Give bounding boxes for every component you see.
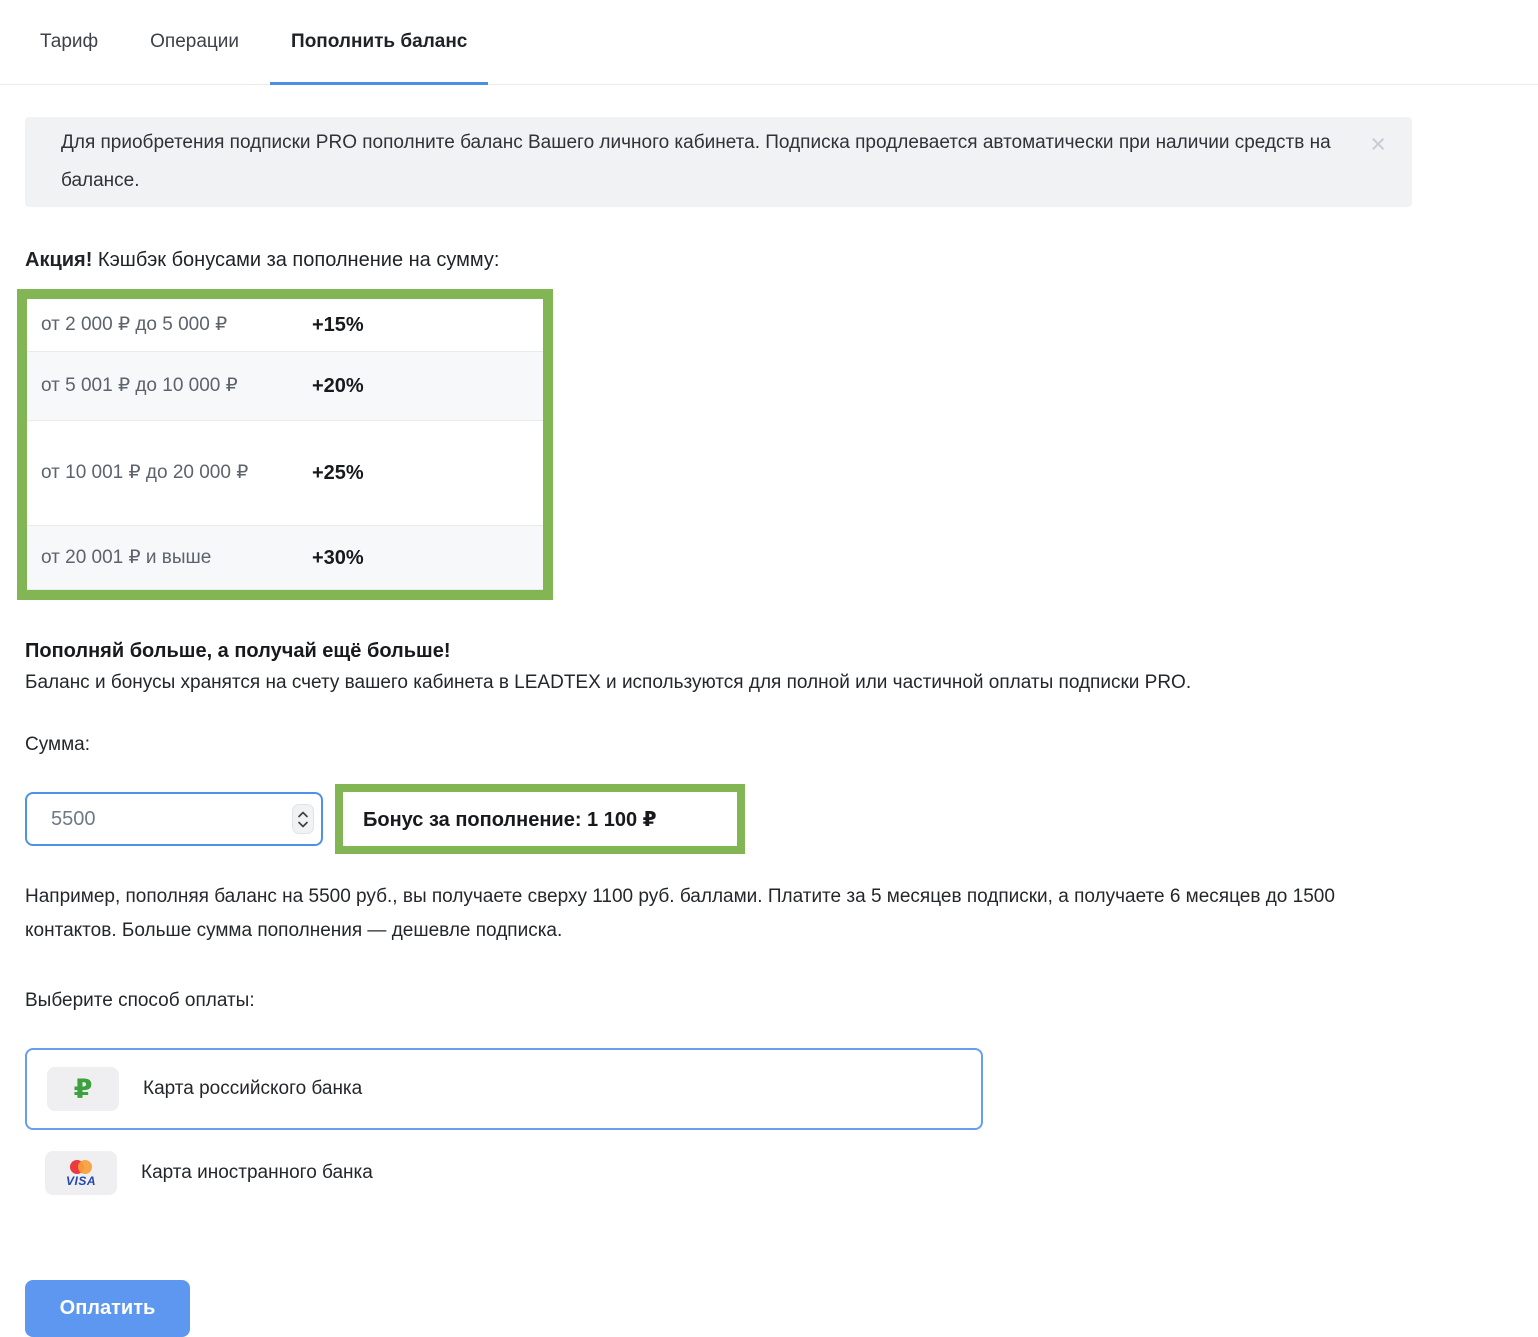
payment-method-russian-card[interactable] <box>25 1048 983 1130</box>
number-spinner[interactable] <box>292 804 314 834</box>
mastercard-circles-icon <box>70 1160 92 1174</box>
ruble-symbol: ₽ <box>73 1073 93 1104</box>
spinner-down-icon[interactable] <box>298 821 308 828</box>
more-title: Пополняй больше, а получай ещё больше! <box>25 640 451 662</box>
example-text: Например, пополняя баланс на 5500 руб., вы получаете сверху 1100 руб. баллами. Платите за 5 месяцев подписки, а получаете 6 месяцев до 1500 контактов. Больше сумма пополнения — дешевле подписка. <box>25 886 1335 941</box>
method-label: Карта российского банка <box>143 1078 363 1099</box>
tier-range: от 2 000 ₽ до 5 000 ₽ <box>41 314 228 335</box>
spinner-up-icon[interactable] <box>298 811 308 818</box>
amount-input[interactable] <box>25 792 323 846</box>
tier-bonus: +30% <box>312 546 364 569</box>
tab-operations[interactable]: Операции <box>150 31 240 52</box>
close-icon[interactable]: × <box>1370 129 1386 159</box>
pay-button[interactable]: Оплатить <box>25 1280 190 1337</box>
pro-subscription-banner <box>25 117 1412 207</box>
more-description: Баланс и бонусы хранятся на счету вашего кабинета в LEADTEX и используются для полной или частичной оплаты подписки PRO. <box>25 672 1192 693</box>
tier-bonus: +25% <box>312 462 364 484</box>
table-row <box>27 421 543 525</box>
tier-bonus: +20% <box>312 375 364 397</box>
page-content <box>25 117 1412 1337</box>
method-label: Карта иностранного банка <box>141 1162 373 1183</box>
cashback-tiers-table <box>17 289 553 600</box>
table-row <box>27 351 543 421</box>
banner-text: Для приобретения подписки PRO пополните баланс Вашего личного кабинета. Подписка продлевается автоматически при наличии средств на балансе. <box>61 132 1331 191</box>
promo-title <box>25 249 1412 272</box>
bonus-highlight-box <box>335 784 745 854</box>
mastercard-visa-icon <box>45 1151 117 1195</box>
payment-method-label: Выберите способ оплаты: <box>25 990 255 1011</box>
tab-top-up-balance[interactable]: Пополнить баланс <box>291 0 467 84</box>
table-row <box>27 299 543 351</box>
tier-bonus: +15% <box>312 314 364 336</box>
bonus-text: Бонус за пополнение: 1 100 ₽ <box>363 808 657 831</box>
tier-range: от 10 001 ₽ до 20 000 ₽ <box>41 462 249 483</box>
tier-range: от 20 001 ₽ и выше <box>41 546 212 568</box>
amount-label: Сумма: <box>25 734 90 755</box>
payment-method-foreign-card[interactable] <box>25 1130 983 1216</box>
visa-logo: VISA <box>65 1173 96 1188</box>
table-row <box>27 525 543 590</box>
promo-title-rest: Кэшбэк бонусами за пополнение на сумму: <box>92 249 500 271</box>
promo-title-bold: Акция! <box>25 249 93 271</box>
amount-row <box>25 784 1412 854</box>
tab-tariff[interactable]: Тариф <box>40 31 99 52</box>
amount-input-wrap <box>25 792 323 846</box>
ruble-icon <box>47 1067 119 1111</box>
tier-range: от 5 001 ₽ до 10 000 ₽ <box>41 375 238 396</box>
billing-tabbar <box>0 0 1538 85</box>
